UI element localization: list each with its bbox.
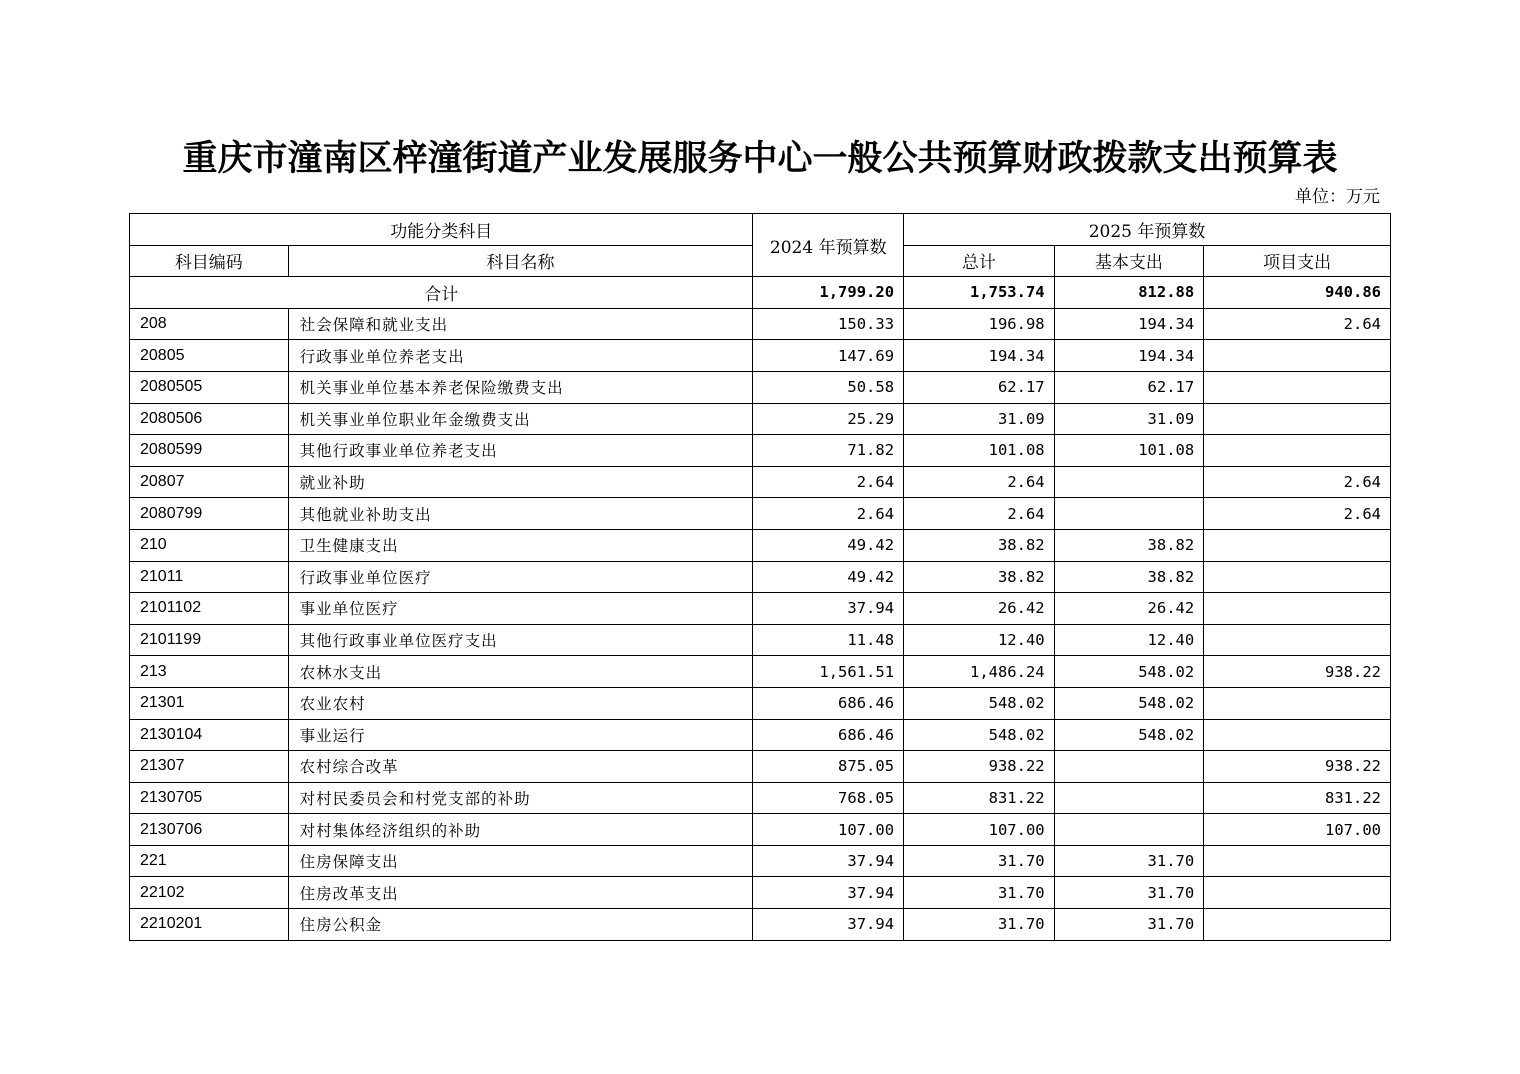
row-total: 38.82	[904, 561, 1055, 593]
row-basic: 194.34	[1054, 308, 1204, 340]
row-total: 31.09	[904, 403, 1055, 435]
row-project	[1204, 340, 1391, 372]
row-code: 2130705	[130, 782, 289, 814]
row-code: 2080505	[130, 371, 289, 403]
row-code: 2130706	[130, 814, 289, 846]
table-row	[130, 877, 1391, 909]
row-total: 194.34	[904, 340, 1055, 372]
row-2024: 25.29	[753, 403, 904, 435]
row-total: 31.70	[904, 845, 1055, 877]
row-total: 107.00	[904, 814, 1055, 846]
row-2024: 50.58	[753, 371, 904, 403]
table-row	[130, 624, 1391, 656]
row-project	[1204, 371, 1391, 403]
row-name: 事业单位医疗	[288, 593, 753, 625]
row-code: 2080599	[130, 435, 289, 467]
row-name: 其他就业补助支出	[288, 498, 753, 530]
table-row	[130, 371, 1391, 403]
row-2024: 686.46	[753, 719, 904, 751]
row-project: 2.64	[1204, 466, 1391, 498]
row-basic: 548.02	[1054, 687, 1204, 719]
header-func-category: 功能分类科目	[130, 214, 753, 246]
row-basic	[1054, 466, 1204, 498]
row-code: 210	[130, 529, 289, 561]
table-row	[130, 845, 1391, 877]
row-basic: 101.08	[1054, 435, 1204, 467]
row-total: 938.22	[904, 751, 1055, 783]
row-2024: 150.33	[753, 308, 904, 340]
row-name: 机关事业单位基本养老保险缴费支出	[288, 371, 753, 403]
row-2024: 1,561.51	[753, 656, 904, 688]
row-2024: 37.94	[753, 909, 904, 941]
table-row	[130, 308, 1391, 340]
row-project: 938.22	[1204, 751, 1391, 783]
row-basic: 31.09	[1054, 403, 1204, 435]
row-basic: 31.70	[1054, 877, 1204, 909]
table-row	[130, 687, 1391, 719]
row-code: 20807	[130, 466, 289, 498]
row-basic	[1054, 498, 1204, 530]
row-project: 938.22	[1204, 656, 1391, 688]
table-row	[130, 782, 1391, 814]
row-2024: 686.46	[753, 687, 904, 719]
row-project: 2.64	[1204, 498, 1391, 530]
row-2024: 71.82	[753, 435, 904, 467]
row-code: 2101102	[130, 593, 289, 625]
row-project	[1204, 845, 1391, 877]
row-code: 2080799	[130, 498, 289, 530]
row-2024: 11.48	[753, 624, 904, 656]
row-project	[1204, 719, 1391, 751]
row-total: 548.02	[904, 687, 1055, 719]
row-code: 2210201	[130, 909, 289, 941]
row-2024: 37.94	[753, 845, 904, 877]
row-project	[1204, 403, 1391, 435]
header-row-1	[130, 214, 1391, 246]
row-total: 62.17	[904, 371, 1055, 403]
row-name: 对村集体经济组织的补助	[288, 814, 753, 846]
table-row	[130, 909, 1391, 941]
row-2024: 768.05	[753, 782, 904, 814]
row-project: 107.00	[1204, 814, 1391, 846]
row-2024: 107.00	[753, 814, 904, 846]
row-basic	[1054, 782, 1204, 814]
row-project	[1204, 435, 1391, 467]
row-name: 机关事业单位职业年金缴费支出	[288, 403, 753, 435]
row-name: 住房改革支出	[288, 877, 753, 909]
row-2024: 37.94	[753, 877, 904, 909]
row-basic	[1054, 751, 1204, 783]
row-2024: 875.05	[753, 751, 904, 783]
row-total: 31.70	[904, 909, 1055, 941]
table-row	[130, 403, 1391, 435]
table-row	[130, 814, 1391, 846]
row-basic	[1054, 814, 1204, 846]
page-title: 重庆市潼南区梓潼街道产业发展服务中心一般公共预算财政拨款支出预算表	[182, 139, 1338, 179]
table-row	[130, 751, 1391, 783]
row-name: 农业农村	[288, 687, 753, 719]
budget-table	[129, 213, 1391, 941]
row-project	[1204, 561, 1391, 593]
row-code: 213	[130, 656, 289, 688]
table-row	[130, 561, 1391, 593]
row-total: 2.64	[904, 498, 1055, 530]
total-total: 1,753.74	[904, 277, 1055, 309]
row-project	[1204, 877, 1391, 909]
row-name: 社会保障和就业支出	[288, 308, 753, 340]
row-code: 2101199	[130, 624, 289, 656]
row-name: 事业运行	[288, 719, 753, 751]
row-name: 农村综合改革	[288, 751, 753, 783]
row-code: 208	[130, 308, 289, 340]
row-basic: 62.17	[1054, 371, 1204, 403]
table-row	[130, 719, 1391, 751]
row-project	[1204, 593, 1391, 625]
row-total: 26.42	[904, 593, 1055, 625]
unit-label: 单位：万元	[1295, 187, 1380, 207]
row-name: 其他行政事业单位医疗支出	[288, 624, 753, 656]
row-project: 831.22	[1204, 782, 1391, 814]
row-code: 21301	[130, 687, 289, 719]
row-2024: 49.42	[753, 529, 904, 561]
table-row	[130, 466, 1391, 498]
row-code: 2080506	[130, 403, 289, 435]
row-2024: 37.94	[753, 593, 904, 625]
row-code: 2130104	[130, 719, 289, 751]
row-basic: 12.40	[1054, 624, 1204, 656]
row-code: 22102	[130, 877, 289, 909]
row-project	[1204, 909, 1391, 941]
row-name: 其他行政事业单位养老支出	[288, 435, 753, 467]
row-total: 1,486.24	[904, 656, 1055, 688]
row-basic: 38.82	[1054, 561, 1204, 593]
total-2024: 1,799.20	[753, 277, 904, 309]
row-2024: 2.64	[753, 466, 904, 498]
row-name: 行政事业单位养老支出	[288, 340, 753, 372]
row-name: 行政事业单位医疗	[288, 561, 753, 593]
row-basic: 548.02	[1054, 656, 1204, 688]
row-total: 31.70	[904, 877, 1055, 909]
row-total: 12.40	[904, 624, 1055, 656]
table-row	[130, 593, 1391, 625]
row-2024: 49.42	[753, 561, 904, 593]
row-2024: 2.64	[753, 498, 904, 530]
row-code: 21011	[130, 561, 289, 593]
row-name: 对村民委员会和村党支部的补助	[288, 782, 753, 814]
table-row	[130, 656, 1391, 688]
row-project	[1204, 687, 1391, 719]
row-basic: 26.42	[1054, 593, 1204, 625]
row-total: 101.08	[904, 435, 1055, 467]
row-basic: 38.82	[1054, 529, 1204, 561]
table-row	[130, 435, 1391, 467]
row-2024: 147.69	[753, 340, 904, 372]
header-total: 总计	[904, 245, 1055, 277]
table-row	[130, 529, 1391, 561]
row-total: 196.98	[904, 308, 1055, 340]
total-project: 940.86	[1204, 277, 1391, 309]
row-name: 就业补助	[288, 466, 753, 498]
row-code: 20805	[130, 340, 289, 372]
row-total: 548.02	[904, 719, 1055, 751]
row-basic: 31.70	[1054, 909, 1204, 941]
table-row	[130, 498, 1391, 530]
row-code: 221	[130, 845, 289, 877]
row-basic: 31.70	[1054, 845, 1204, 877]
row-code: 21307	[130, 751, 289, 783]
row-project	[1204, 624, 1391, 656]
row-basic: 548.02	[1054, 719, 1204, 751]
row-name: 卫生健康支出	[288, 529, 753, 561]
row-project: 2.64	[1204, 308, 1391, 340]
row-total: 2.64	[904, 466, 1055, 498]
row-name: 农林水支出	[288, 656, 753, 688]
total-row	[130, 277, 1391, 309]
row-total: 38.82	[904, 529, 1055, 561]
total-basic: 812.88	[1054, 277, 1204, 309]
row-basic: 194.34	[1054, 340, 1204, 372]
row-project	[1204, 529, 1391, 561]
row-name: 住房保障支出	[288, 845, 753, 877]
row-name: 住房公积金	[288, 909, 753, 941]
header-name: 科目名称	[288, 245, 753, 277]
table-row	[130, 340, 1391, 372]
header-basic: 基本支出	[1054, 245, 1204, 277]
total-label: 合计	[130, 277, 753, 309]
header-code: 科目编码	[130, 245, 289, 277]
row-total: 831.22	[904, 782, 1055, 814]
header-budget-2024: 2024 年预算数	[753, 214, 904, 277]
header-budget-2025: 2025 年预算数	[904, 214, 1391, 246]
header-project: 项目支出	[1204, 245, 1391, 277]
